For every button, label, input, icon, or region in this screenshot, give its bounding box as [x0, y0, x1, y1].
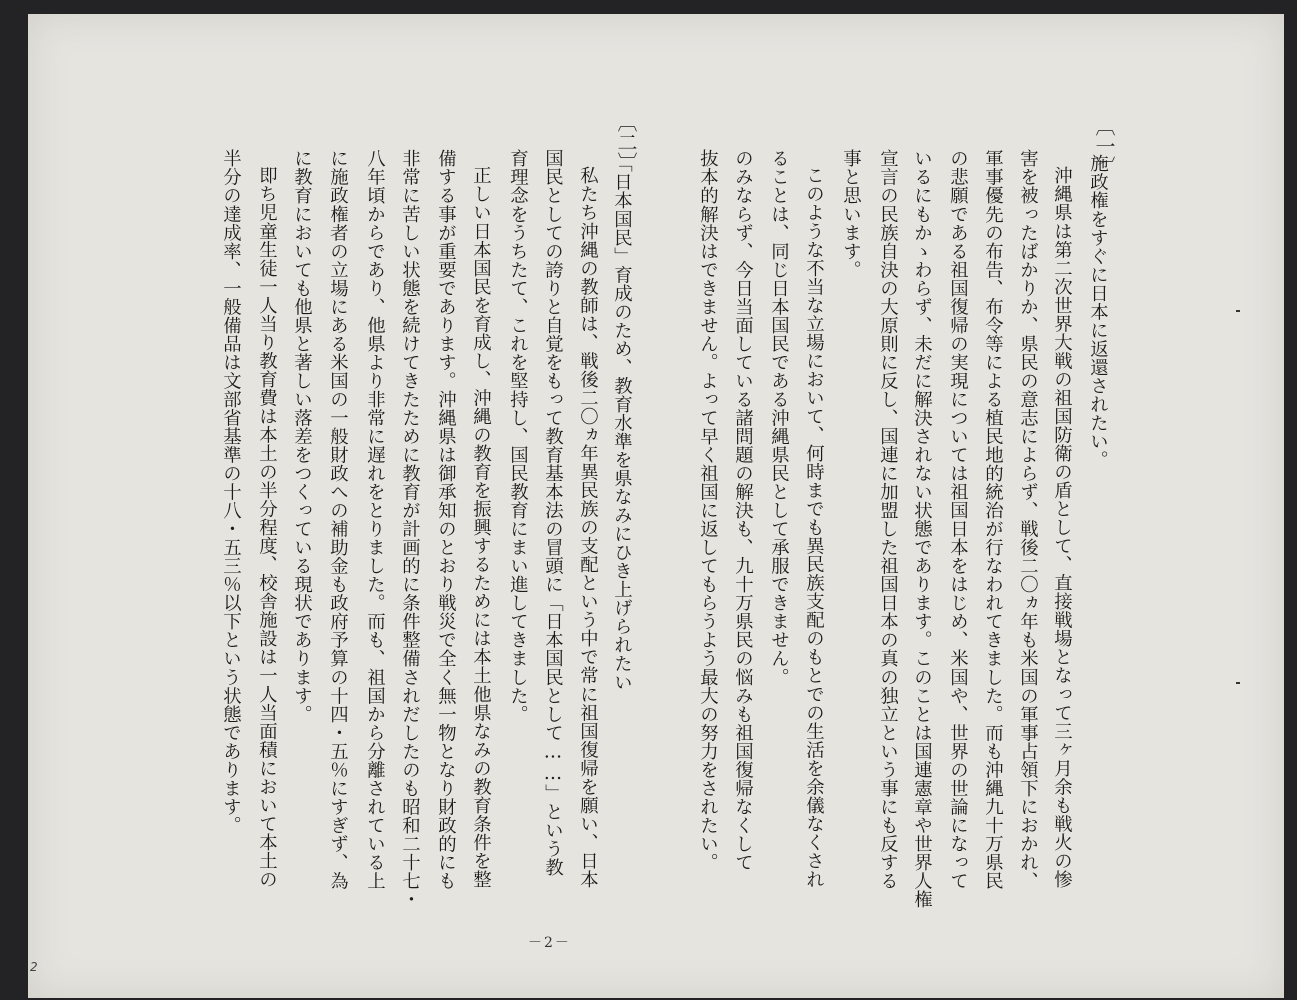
text-column: 八年頃からであり、他県より非常に遅れをとりました。而も、祖国から分離されている上	[364, 149, 386, 890]
text-column: の悲願である祖国復帰の実現については祖国日本をはじめ、米国や、世界の世論になって	[947, 149, 969, 890]
text-column: 私たち沖縄の教師は、戦後二〇ヵ年異民族の支配という中で常に祖国復帰を願い、日本	[577, 166, 599, 889]
text-column: このような不当な立場において、何時までも異民族支配のもとでの生活を余儀なくされ	[803, 166, 825, 889]
page-number: －2－	[528, 935, 571, 951]
text-column: いるにもかゝわらず、未だに解決されない状態であります。このことは国連憲章や世界人権	[911, 149, 933, 909]
text-column: 正しい日本国民を育成し、沖縄の教育を振興するためには本土他県なみの教育条件を整	[470, 166, 492, 889]
text-column: 事と思います。	[840, 149, 862, 279]
section-2-title: 「日本国民」育成のため、教育水準を県なみにひき上げられたい	[611, 154, 633, 692]
margin-mark	[1236, 310, 1240, 312]
text-column: に施政権者の立場にある米国の一般財政への補助金も政府予算の十四・五％にすぎず、為	[327, 149, 349, 890]
text-column: 害を被ったばかりか、県民の意志によらず、戦後二〇ヵ年も米国の軍事占領下におかれ、	[1017, 149, 1039, 890]
margin-mark	[1236, 682, 1240, 684]
corner-mark: 2	[30, 960, 38, 974]
text-column: ることは、同じ日本国民である沖縄県民として承服できません。	[768, 149, 790, 687]
text-column: に教育においても他県と著しい落差をつくっている現状であります。	[291, 149, 313, 724]
text-column: 宣言の民族自決の大原則に反し、国連に加盟した祖国日本の真の独立という事にも反する	[877, 149, 899, 890]
text-column: 沖縄県は第二次世界大戦の祖国防衛の盾として、直接戦場となって三ヶ月余も戦火の惨	[1051, 166, 1073, 889]
text-column: 半分の達成率、一般備品は文部省基準の十八・五三％以下という状態であります。	[220, 149, 242, 835]
section-1-marker: 〔一〕	[1092, 116, 1116, 176]
text-column: 育理念をうちたて、これを堅持し、国民教育にまい進してきました。	[507, 149, 529, 724]
text-column: 即ち児童生徒一人当り教育費は本土の半分程度、校舎施設は一人当面積において本土の	[256, 166, 278, 889]
text-column: 備する事が重要であります。沖縄県は御承知のとおり戦災で全く無一物となり財政的にも	[435, 149, 457, 890]
text-column: 国民としての誇りと自覚をもって教育基本法の冒頭に「日本国民として……」という教	[542, 149, 564, 877]
text-column: 軍事優先の布告、布令等による植民地的統治が行なわれてきました。而も沖縄九十万県民	[982, 149, 1004, 890]
section-2-marker: 〔二〕	[614, 112, 638, 172]
text-column: 抜本的解決はできません。よって早く祖国に返してもらうよう最大の努力をされたい。	[697, 149, 719, 872]
text-column: 非常に苦しい状態を続けてきたために教育が計画的に条件整備されだしたのも昭和二十七・	[399, 149, 421, 909]
text-column: のみならず、今日当面している諸問題の解決も、九十万県民の悩みも祖国復帰なくして	[732, 149, 754, 872]
section-1-title: 施政権をすぐに日本に返還されたい。	[1087, 154, 1109, 469]
document-page	[28, 14, 1284, 998]
